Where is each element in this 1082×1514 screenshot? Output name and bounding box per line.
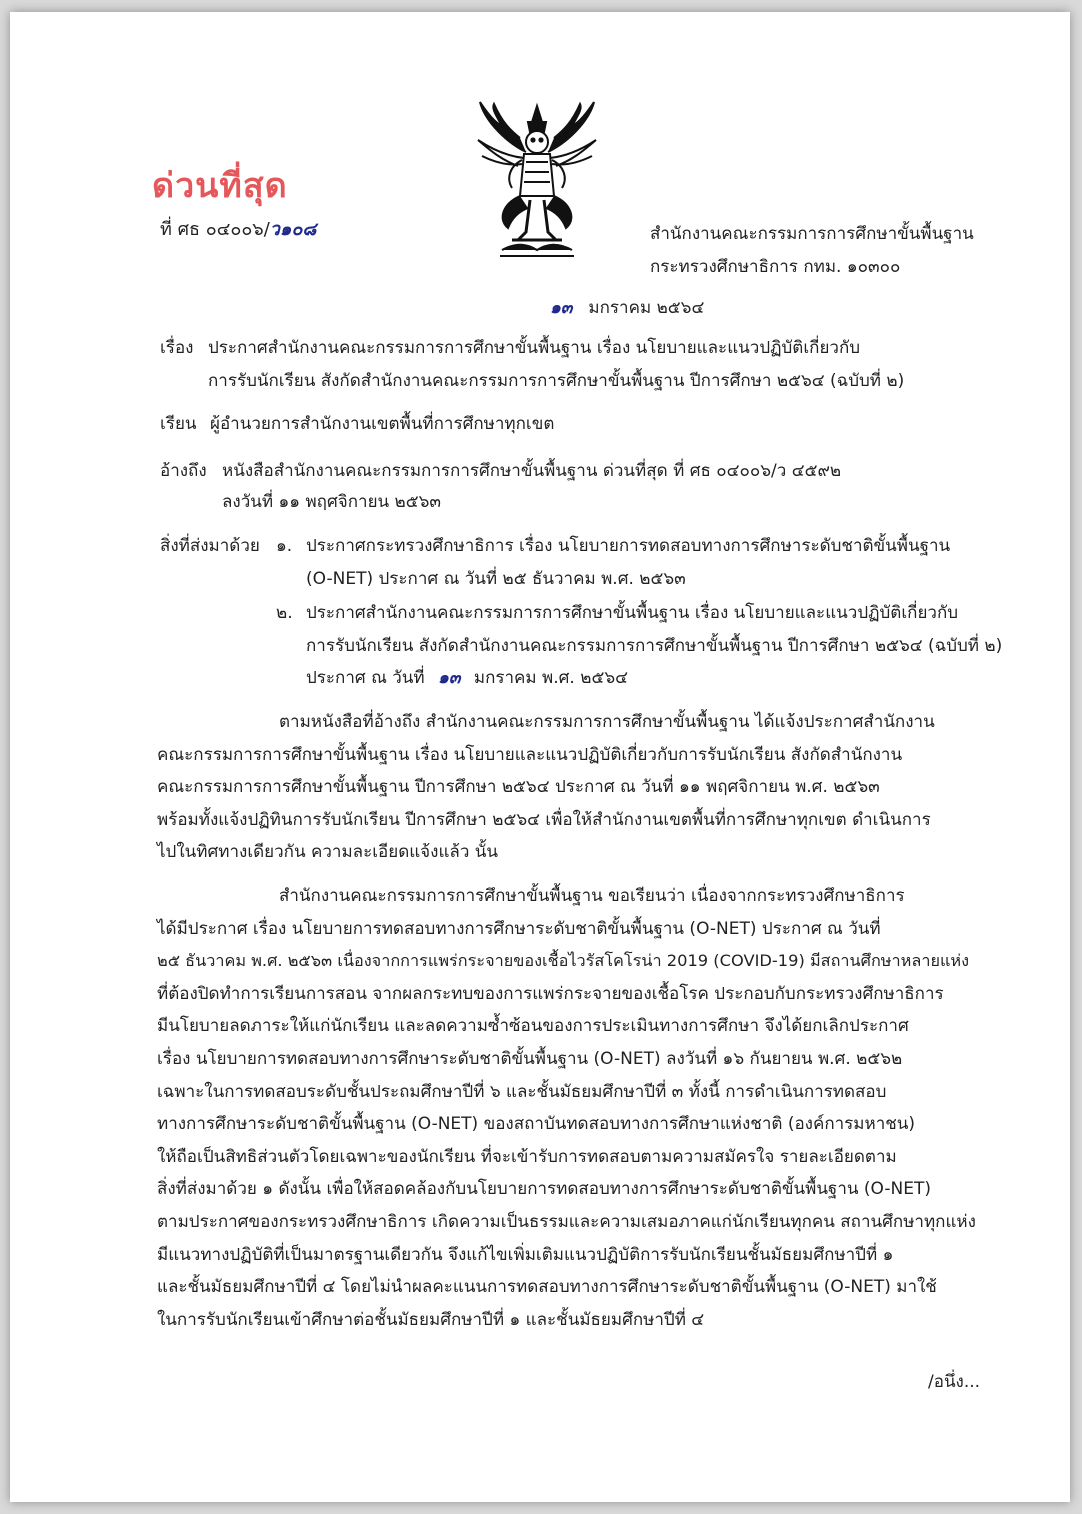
urgency-stamp: ด่วนที่สุด	[152, 166, 288, 206]
subject-label: เรื่อง	[160, 338, 194, 358]
date-day-handwritten: ๑๓	[550, 298, 573, 318]
enclosure-1-number: ๑.	[276, 536, 293, 556]
paragraph-1-line: พร้อมทั้งแจ้งปฏิทินการรับนักเรียน ปีการศึกษา ๒๕๖๔ เพื่อให้สำนักงานเขตพื้นที่การศึกษาทุกเขต ดำเนินการ	[157, 809, 931, 830]
body-paragraph-2	[157, 880, 981, 1336]
addressee-label: เรียน	[160, 414, 197, 434]
reference-line-1	[160, 455, 841, 488]
paragraph-2-line: ทางการศึกษาระดับชาติขั้นพื้นฐาน (O-NET) ของสถาบันทดสอบทางการศึกษาแห่งชาติ (องค์การมหาชน)	[157, 1114, 916, 1135]
document-number	[160, 214, 316, 243]
subject-text-2: การรับนักเรียน สังกัดสำนักงานคณะกรรมการการศึกษาขั้นพื้นฐาน ปีการศึกษา ๒๕๖๔ (ฉบับที่ ๒)	[208, 371, 905, 391]
document-date	[550, 294, 704, 321]
issuing-office	[650, 218, 974, 284]
paragraph-1-line: ตามหนังสือที่อ้างถึง สำนักงานคณะกรรมการการศึกษาขั้นพื้นฐาน ได้แจ้งประกาศสำนักงาน	[279, 712, 935, 732]
paragraph-1-line: คณะกรรมการการศึกษาขั้นพื้นฐาน ปีการศึกษา ๒๕๖๔ ประกาศ ณ วันที่ ๑๑ พฤศจิกายน พ.ศ. ๒๕๖๓	[157, 777, 880, 798]
enclosure-1-line-2: (O-NET) ประกาศ ณ วันที่ ๒๕ ธันวาคม พ.ศ. ๒๕๖๓	[306, 569, 686, 589]
enclosure-2-line-3	[306, 662, 628, 695]
paragraph-2-line: ในการรับนักเรียนเข้าศึกษาต่อชั้นมัธยมศึกษาปีที่ ๑ และชั้นมัธยมศึกษาปีที่ ๔	[157, 1309, 705, 1330]
paragraph-2-line: และชั้นมัธยมศึกษาปีที่ ๔ โดยไม่นำผลคะแนนการทดสอบทางการศึกษาระดับชาติขั้นพื้นฐาน (O-NET) มาใช้	[157, 1277, 937, 1298]
paragraph-2-line: มีนโยบายลดภาระให้แก่นักเรียน และลดความซ้ำซ้อนของการประเมินทางการศึกษา จึงได้ยกเลิกประกาศ	[157, 1016, 909, 1037]
enclosure-2-date-handwritten: ๑๓	[438, 668, 461, 688]
document-number-handwritten: ว๑๐๘	[269, 219, 317, 240]
office-name: สำนักงานคณะกรรมการการศึกษาขั้นพื้นฐาน	[650, 224, 974, 244]
paragraph-1-line: ไปในทิศทางเดียวกัน ความละเอียดแจ้งแล้ว นั้น	[157, 842, 499, 863]
reference-text-1: หนังสือสำนักงานคณะกรรมการการศึกษาขั้นพื้นฐาน ด่วนที่สุด ที่ ศธ ๐๔๐๐๖/ว ๔๕๙๒	[222, 461, 842, 481]
document-page	[10, 12, 1070, 1502]
paragraph-2-line: เฉพาะในการทดสอบระดับชั้นประถมศึกษาปีที่ ๖ และชั้นมัธยมศึกษาปีที่ ๓ ทั้งนี้ การดำเนินการทดสอบ	[157, 1081, 887, 1102]
paragraph-2-line: ที่ต้องปิดทำการเรียนการสอน จากผลกระทบของการแพร่กระจายของเชื้อโรค ประกอบกับกระทรวงศึกษาธิการ	[157, 983, 944, 1004]
enclosure-2-date-suffix: มกราคม พ.ศ. ๒๕๖๔	[473, 668, 628, 688]
paragraph-2-line: มีแนวทางปฏิบัติที่เป็นมาตรฐานเดียวกัน จึงแก้ไขเพิ่มเติมแนวปฏิบัติการรับนักเรียนชั้นมัธยมศึกษาปีที่ ๑	[157, 1244, 894, 1265]
paragraph-2-line: เรื่อง นโยบายการทดสอบทางการศึกษาระดับชาติขั้นพื้นฐาน (O-NET) ลงวันที่ ๑๖ กันยายน พ.ศ. ๒๕๖๒	[157, 1048, 903, 1069]
paragraph-2-line: ๒๕ ธันวาคม พ.ศ. ๒๕๖๓ เนื่องจากการแพร่กระจายของเชื้อไวรัสโคโรน่า 2019 (COVID-19) มีสถานศึกษาหลายแห่ง	[157, 951, 970, 971]
reference-text-2: ลงวันที่ ๑๑ พฤศจิกายน ๒๕๖๓	[222, 492, 442, 512]
enclosure-2-date-prefix: ประกาศ ณ วันที่	[306, 668, 425, 688]
office-address: กระทรวงศึกษาธิการ กทม. ๑๐๓๐๐	[650, 257, 901, 277]
paragraph-2-line: ได้มีประกาศ เรื่อง นโยบายการทดสอบทางการศึกษาระดับชาติขั้นพื้นฐาน (O-NET) ประกาศ ณ วันที่	[157, 918, 881, 939]
subject-line-1	[160, 332, 860, 365]
subject-text-1: ประกาศสำนักงานคณะกรรมการการศึกษาขั้นพื้นฐาน เรื่อง นโยบายและแนวปฏิบัติเกี่ยวกับ	[208, 338, 861, 358]
paragraph-2-line: ตามประกาศของกระทรวงศึกษาธิการ เกิดความเป็นธรรมและความเสมอภาคแก่นักเรียนทุกคน สถานศึกษาทุกแห่ง	[157, 1211, 976, 1232]
body-paragraph-1	[157, 706, 981, 869]
enclosure-2-line-2: การรับนักเรียน สังกัดสำนักงานคณะกรรมการการศึกษาขั้นพื้นฐาน ปีการศึกษา ๒๕๖๔ (ฉบับที่ ๒)	[306, 636, 1003, 656]
enclosure-2-line-1: ประกาศสำนักงานคณะกรรมการการศึกษาขั้นพื้นฐาน เรื่อง นโยบายและแนวปฏิบัติเกี่ยวกับ	[306, 603, 959, 623]
addressee	[160, 408, 554, 441]
paragraph-2-line: สำนักงานคณะกรรมการการศึกษาขั้นพื้นฐาน ขอเรียนว่า เนื่องจากกระทรวงศึกษาธิการ	[279, 886, 905, 906]
enclosure-1-line-1: ประกาศกระทรวงศึกษาธิการ เรื่อง นโยบายการทดสอบทางการศึกษาระดับชาติขั้นพื้นฐาน	[306, 536, 951, 556]
garuda-emblem-icon	[472, 100, 602, 260]
date-month-year: มกราคม ๒๕๖๔	[588, 298, 705, 318]
document-number-prefix: ที่ ศธ ๐๔๐๐๖/	[160, 219, 270, 240]
enclosure-2-number: ๒.	[276, 603, 293, 623]
paragraph-2-line: ให้ถือเป็นสิทธิส่วนตัวโดยเฉพาะของนักเรียน ที่จะเข้ารับการทดสอบตามความสมัครใจ รายละเอียดตาม	[157, 1146, 897, 1167]
addressee-text: ผู้อำนวยการสำนักงานเขตพื้นที่การศึกษาทุกเขต	[210, 414, 555, 434]
paragraph-1-line: คณะกรรมการการศึกษาขั้นพื้นฐาน เรื่อง นโยบายและแนวปฏิบัติเกี่ยวกับการรับนักเรียน สังกัดสำนักงาน	[157, 744, 903, 765]
paragraph-2-line: สิ่งที่ส่งมาด้วย ๑ ดังนั้น เพื่อให้สอดคล้องกับนโยบายการทดสอบทางการศึกษาระดับชาติขั้นพื้นฐาน (O-NET)	[157, 1179, 931, 1200]
continuation-marker: /อนึ่ง...	[928, 1372, 981, 1392]
reference-label: อ้างถึง	[160, 461, 207, 481]
enclosures-label: สิ่งที่ส่งมาด้วย	[160, 536, 260, 556]
